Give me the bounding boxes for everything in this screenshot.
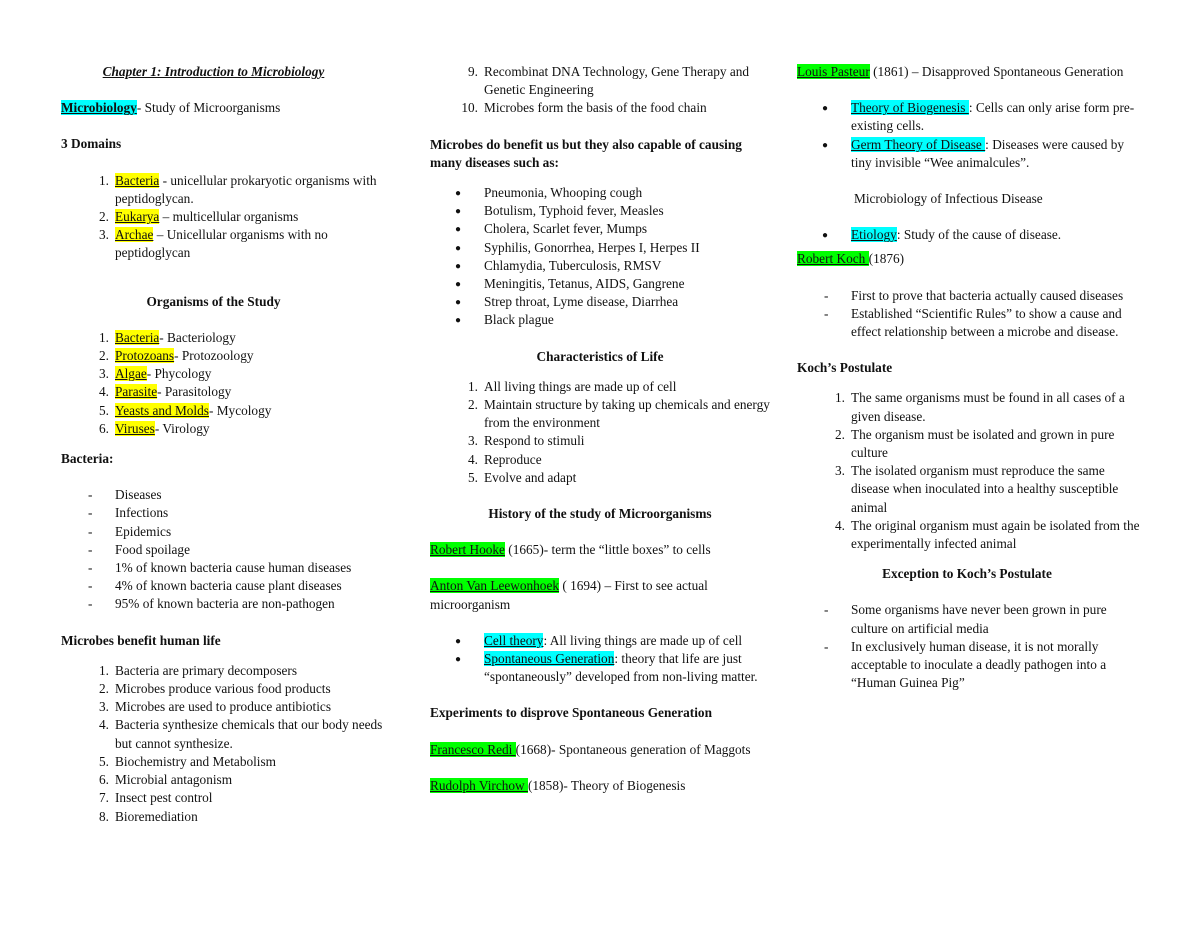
list-item: ● Etiology: Study of the cause of disease.	[822, 227, 1062, 243]
koch-list	[797, 287, 1142, 342]
exception-heading: Exception to Koch’s Postulate	[882, 566, 1052, 582]
list-item: 5. Evolve and adapt	[468, 469, 577, 485]
microbiology-definition: Microbiology- Study of Microorganisms	[61, 100, 281, 116]
list-item: 1. Bacteria - unicellular prokaryotic organisms with peptidoglycan.	[99, 172, 377, 206]
column-3	[797, 63, 1142, 692]
list-item: 8. Bioremediation	[99, 808, 198, 824]
list-item: 3. The isolated organism must reproduce the same disease when inoculated into a healthy susceptible animal	[835, 463, 1119, 515]
diseases-list	[430, 184, 775, 330]
list-item: - Epidemics	[88, 523, 172, 539]
leeuwenhoek-entry: Anton Van Leewonhoek ( 1694) – First to see actual microorganism	[430, 578, 708, 612]
list-item: 3. Archae – Unicellular organisms with no peptidoglycan	[99, 227, 328, 261]
life-heading: Characteristics of Life	[536, 348, 664, 364]
list-item: - 95% of known bacteria are non-pathogen	[88, 596, 335, 612]
list-item: - Food spoilage	[88, 541, 190, 557]
bacteria-heading: Bacteria:	[61, 451, 114, 467]
experiments-heading: Experiments to disprove Spontaneous Generation	[430, 705, 712, 721]
list-item: 5. Biochemistry and Metabolism	[99, 753, 277, 769]
list-item: 6. Microbial antagonism	[99, 772, 233, 788]
redi-entry: Francesco Redi (1668)- Spontaneous generation of Maggots	[430, 741, 751, 757]
postulate-heading: Koch’s Postulate	[797, 360, 893, 376]
organisms-list	[61, 329, 401, 438]
disease-heading: Microbes do benefit us but they also capable of causing many diseases such as:	[430, 136, 742, 170]
domains-list	[61, 172, 401, 263]
list-item: - 4% of known bacteria cause plant diseases	[88, 578, 342, 594]
list-item: - Diseases	[88, 487, 162, 503]
list-item: 1. Bacteria- Bacteriology	[99, 329, 236, 345]
koch-entry: Robert Koch (1876)	[797, 251, 905, 267]
list-item: - First to prove that bacteria actually caused diseases	[824, 287, 1124, 303]
list-item: 3. Microbes are used to produce antibiotics	[99, 699, 332, 715]
pasteur-entry: Louis Pasteur (1861) – Disapproved Spontaneous Generation	[797, 64, 1124, 79]
pasteur-theories-list	[797, 99, 1142, 172]
list-item: 6. Viruses- Virology	[99, 420, 210, 436]
list-item: ● Germ Theory of Disease : Diseases were caused by tiny invisible “Wee animalcules”.	[822, 136, 1124, 170]
column-1	[61, 63, 401, 826]
list-item: ● Spontaneous Generation: theory that life are just “spontaneously” developed from non-living matter.	[455, 651, 758, 685]
list-item: - In exclusively human disease, it is not morally acceptable to inoculate a deadly pathogen into a “Human Guinea Pig”	[824, 638, 1107, 691]
list-item: 10. Microbes form the basis of the food chain	[461, 100, 707, 116]
exceptions-list	[797, 601, 1142, 692]
column-2	[430, 63, 775, 795]
etiology-list	[797, 226, 1142, 244]
list-item: 1. All living things are made up of cell	[468, 378, 677, 394]
list-item: - Some organisms have never been grown in pure culture on artificial media	[824, 602, 1107, 636]
theories-list	[430, 632, 775, 687]
list-item: ● Botulism, Typhoid fever, Measles	[455, 203, 664, 219]
list-item: 3. Algae- Phycology	[99, 366, 212, 382]
benefit-heading: Microbes benefit human life	[61, 632, 221, 648]
list-item: ● Cell theory: All living things are made up of cell	[455, 632, 743, 648]
list-item: - Established “Scientific Rules” to show a cause and effect relationship between a microbe and disease.	[824, 305, 1122, 340]
list-item: 2. Protozoans- Protozoology	[99, 348, 254, 364]
domains-heading: 3 Domains	[61, 136, 122, 152]
list-item: 4. Parasite- Parasitology	[99, 384, 232, 400]
list-item: ● Chlamydia, Tuberculosis, RMSV	[455, 257, 662, 273]
chapter-title: Chapter 1: Introduction to Microbiology	[102, 64, 325, 79]
list-item: 4. Bacteria synthesize chemicals that our body needs but cannot synthesize.	[99, 717, 383, 751]
list-item: 5. Yeasts and Molds- Mycology	[99, 402, 272, 418]
infectious-disease-heading: Microbiology of Infectious Disease	[854, 191, 1043, 207]
postulates-list	[797, 389, 1142, 553]
history-heading: History of the study of Microorganisms	[488, 506, 712, 522]
list-item: ● Theory of Biogenesis : Cells can only arise form pre-existing cells.	[822, 100, 1135, 134]
list-item: 4. The original organism must again be isolated from the experimentally infected animal	[835, 517, 1140, 552]
list-item: ● Black plague	[455, 312, 554, 328]
hooke-entry: Robert Hooke (1665)- term the “little boxes” to cells	[430, 542, 711, 558]
list-item: 1. The same organisms must be found in all cases of a given disease.	[835, 390, 1125, 424]
list-item: ● Syphilis, Gonorrhea, Herpes I, Herpes II	[455, 239, 700, 255]
list-item: 2. Eukarya – multicellular organisms	[99, 209, 299, 225]
list-item: 2. Microbes produce various food products	[99, 681, 331, 697]
list-item: 2. Maintain structure by taking up chemicals and energy from the environment	[468, 397, 770, 431]
benefits-list	[61, 662, 401, 826]
list-item: - Infections	[88, 505, 169, 521]
list-item: ● Pneumonia, Whooping cough	[455, 185, 643, 201]
list-item: 3. Respond to stimuli	[468, 433, 585, 449]
list-item: 2. The organism must be isolated and grown in pure culture	[835, 426, 1115, 461]
list-item: 7. Insect pest control	[99, 790, 213, 806]
life-list	[430, 378, 775, 487]
benefits-list-continued	[430, 63, 775, 118]
organisms-heading: Organisms of the Study	[146, 293, 281, 309]
list-item: ● Cholera, Scarlet fever, Mumps	[455, 221, 648, 237]
virchow-entry: Rudolph Virchow (1858)- Theory of Biogenesis	[430, 777, 686, 793]
bacteria-list	[61, 486, 401, 613]
microbiology-term: Microbiology	[61, 100, 137, 116]
list-item: ● Meningitis, Tetanus, AIDS, Gangrene	[455, 276, 685, 292]
list-item: 1. Bacteria are primary decomposers	[99, 662, 298, 678]
list-item: 9. Recombinat DNA Technology, Gene Therapy and Genetic Engineering	[468, 64, 750, 98]
list-item: - 1% of known bacteria cause human diseases	[88, 560, 352, 576]
list-item: 4. Reproduce	[468, 451, 542, 467]
list-item: ● Strep throat, Lyme disease, Diarrhea	[455, 294, 679, 310]
